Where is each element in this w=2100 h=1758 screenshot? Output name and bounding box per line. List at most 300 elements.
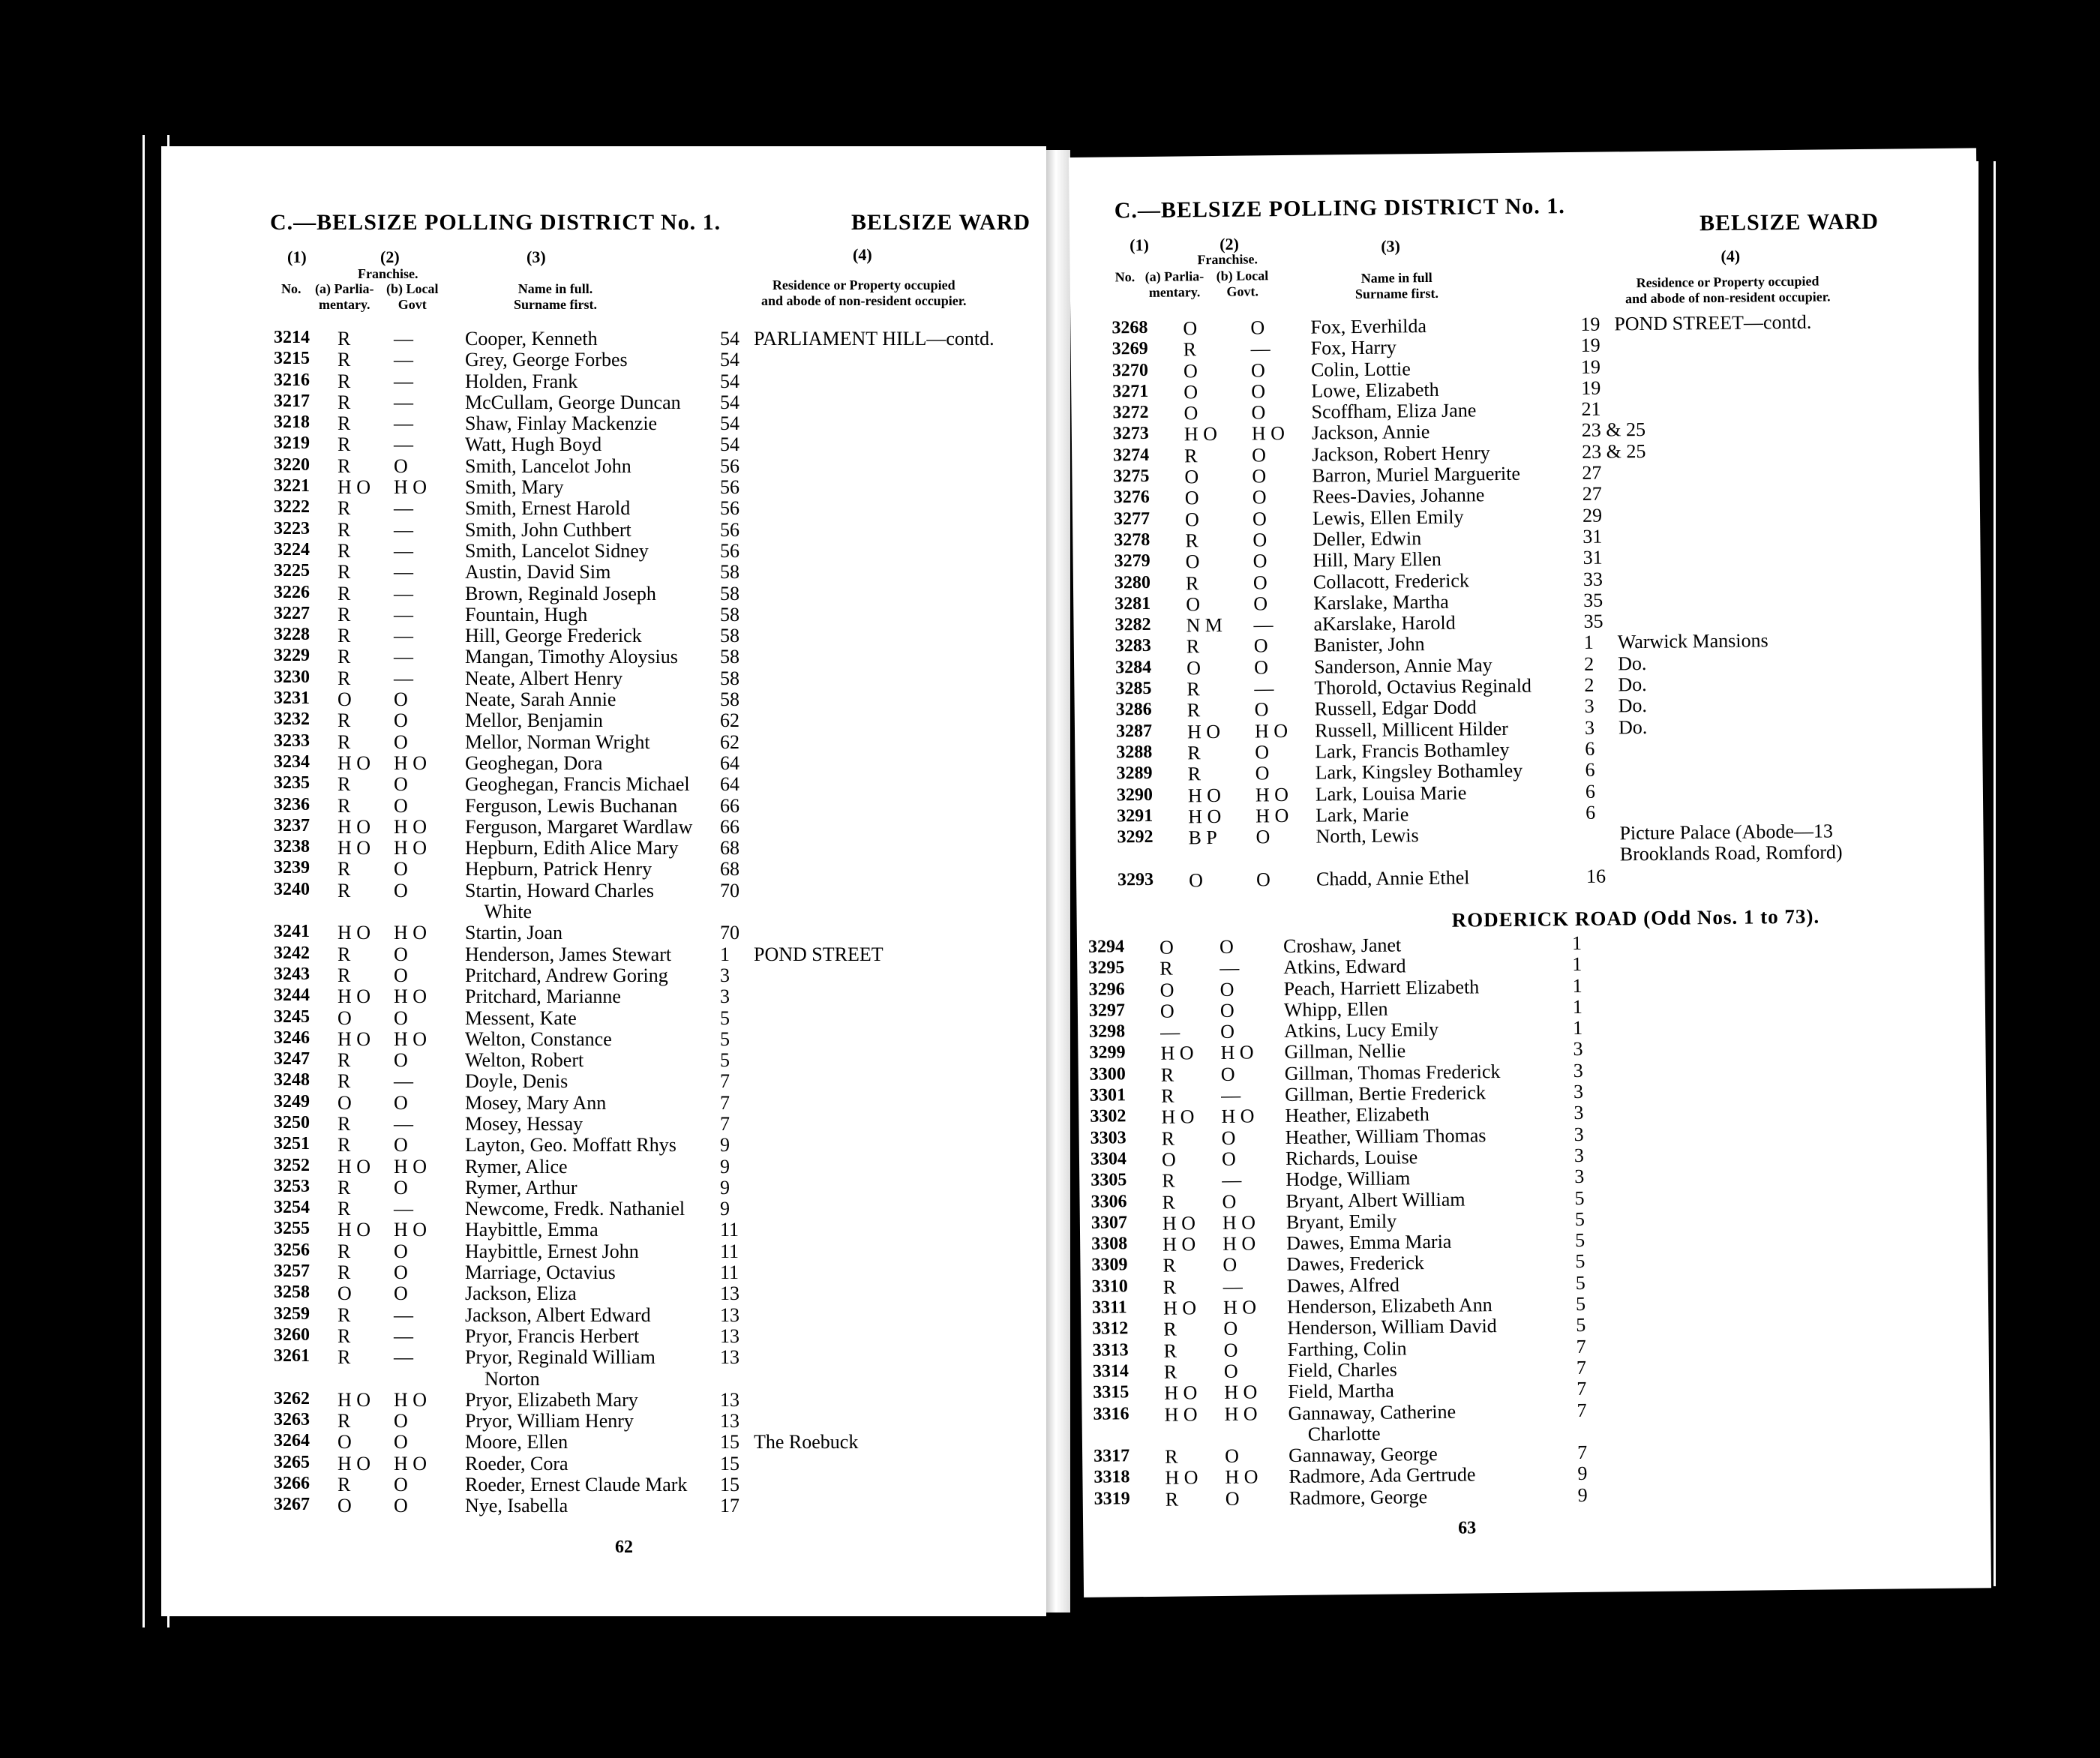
house-number: 13 (720, 1324, 740, 1347)
local-franchise: O (394, 688, 408, 711)
house-number: 21 (1581, 398, 1601, 421)
parliamentary-franchise: R (1162, 1276, 1177, 1298)
elector-name: Norton (465, 1367, 540, 1390)
house-number: 70 (720, 922, 740, 944)
parliamentary-franchise: R (338, 518, 351, 541)
table-row (161, 752, 1046, 773)
parliamentary-franchise: O (1159, 936, 1174, 958)
house-number: 16 (1586, 865, 1606, 887)
house-number: 3 (1573, 1059, 1583, 1082)
elector-name: Smith, Lancelot Sidney (465, 539, 649, 562)
local-franchise: O (1252, 550, 1268, 572)
house-number: 7 (720, 1070, 730, 1093)
elector-number: 3277 (1113, 508, 1150, 530)
house-number: 58 (720, 625, 740, 647)
parliamentary-franchise: R (338, 1410, 351, 1432)
no-label: No. (1114, 269, 1136, 285)
house-number: 7 (1576, 1399, 1587, 1421)
table-row (161, 1198, 1046, 1219)
house-number: 5 (1574, 1208, 1586, 1230)
elector-name: Mosey, Hessay (465, 1112, 584, 1135)
house-number: 66 (720, 815, 740, 838)
elector-number: 3264 (274, 1431, 310, 1451)
table-row (161, 837, 1046, 858)
parliamentary-franchise: R (338, 603, 351, 626)
parliamentary-franchise: R (338, 879, 351, 902)
elector-number: 3304 (1090, 1149, 1127, 1169)
elector-name: Neate, Albert Henry (465, 667, 623, 689)
table-row (161, 497, 1046, 518)
house-number: 54 (720, 412, 740, 435)
elector-number: 3314 (1092, 1361, 1130, 1382)
residence: POND STREET—contd. (1614, 310, 1812, 335)
elector-number: 3247 (274, 1049, 310, 1070)
local-franchise: O (1253, 592, 1268, 615)
elector-name: Rees-Davies, Johanne (1312, 484, 1485, 508)
parliamentary-franchise: R (338, 391, 351, 413)
house-number: 5 (1576, 1314, 1586, 1336)
parliamentary-franchise: R (1187, 763, 1202, 785)
local-franchise: H O (1220, 1041, 1254, 1064)
house-number: 58 (720, 646, 740, 668)
parliamentary-franchise: H O (338, 837, 371, 860)
elector-name: Gillman, Nellie (1284, 1040, 1406, 1064)
table-row (161, 1156, 1046, 1177)
house-number: 2 (1584, 674, 1594, 696)
residence: Do. (1617, 652, 1647, 675)
right-page (1069, 148, 1991, 1598)
elector-number: 3222 (274, 497, 310, 518)
parliamentary-franchise: H O (338, 815, 371, 838)
elector-name: Welton, Robert (465, 1049, 584, 1072)
elector-name: Holden, Frank (465, 370, 578, 392)
local-franchise: O (1252, 465, 1267, 488)
no-label: No. (281, 281, 302, 296)
elector-name: Mangan, Timothy Aloysius (465, 646, 678, 668)
elector-name: Startin, Joan (465, 922, 562, 944)
elector-name: Gillman, Bertie Frederick (1284, 1082, 1486, 1106)
elector-name: Barron, Muriel Marguerite (1312, 462, 1521, 487)
local-franchise: O (394, 794, 408, 817)
house-number: 11 (720, 1262, 740, 1284)
elector-number: 3286 (1115, 700, 1152, 720)
elector-number: 3259 (274, 1304, 310, 1324)
local-franchise: O (1223, 1360, 1238, 1382)
residence: The Roebuck (754, 1431, 859, 1454)
local-franchise: O (1253, 656, 1269, 679)
elector-number: 3284 (1114, 657, 1152, 678)
parliamentary-franchise: R (338, 943, 351, 965)
local-franchise: — (1254, 677, 1274, 700)
house-number: 56 (720, 497, 740, 520)
local-franchise: — (394, 370, 413, 392)
elector-number: 3313 (1092, 1340, 1129, 1360)
parliamentary-franchise: H O (1187, 784, 1222, 806)
elector-number: 3272 (1112, 403, 1149, 423)
local-franchise: O (394, 1240, 408, 1262)
parliamentary-franchise: R (1183, 338, 1197, 361)
local-franchise: — (394, 1112, 413, 1135)
elector-number: 3290 (1116, 784, 1154, 805)
house-number: 7 (1576, 1335, 1586, 1358)
ward-title: BELSIZE WARD (851, 210, 1031, 235)
elector-name: Fountain, Hugh (465, 603, 588, 626)
parliamentary-franchise: H O (1160, 1042, 1194, 1065)
house-number: 58 (720, 561, 740, 584)
table-row (161, 1113, 1046, 1134)
local-franchise: O (394, 730, 408, 753)
elector-name: Gillman, Thomas Frederick (1284, 1060, 1501, 1084)
house-number: 9 (720, 1198, 730, 1220)
elector-number: 3300 (1089, 1064, 1126, 1084)
house-number: 9 (720, 1155, 730, 1178)
elector-number: 3221 (274, 476, 310, 496)
elector-name: Richards, Louise (1285, 1146, 1418, 1170)
elector-number: 3262 (274, 1388, 310, 1408)
elector-name: Pritchard, Andrew Goring (465, 964, 668, 986)
parliamentary-franchise: O (1184, 466, 1199, 488)
elector-name: Neate, Sarah Annie (465, 688, 616, 711)
elector-number: 3254 (274, 1198, 310, 1218)
elector-name: Sanderson, Annie May (1313, 653, 1492, 678)
table-row (161, 412, 1046, 434)
local-franchise: H O (394, 986, 428, 1008)
table-row (161, 964, 1046, 986)
elector-name: Atkins, Edward (1283, 955, 1406, 979)
house-number: 3 (1574, 1102, 1584, 1124)
local-franchise: O (1220, 1020, 1235, 1043)
elector-number: 3305 (1090, 1170, 1127, 1191)
house-number: 68 (720, 837, 740, 860)
parliamentary-franchise: R (338, 582, 351, 604)
house-number: 11 (720, 1219, 740, 1241)
elector-number: 3260 (274, 1324, 310, 1345)
table-row (161, 688, 1046, 710)
parliamentary-franchise: O (1183, 359, 1198, 382)
local-franchise: O (1252, 507, 1267, 530)
table-row (161, 1304, 1046, 1325)
elector-number: 3245 (274, 1006, 310, 1027)
local-franchise: H O (394, 1388, 428, 1411)
elector-number: 3316 (1093, 1403, 1130, 1424)
local-franchise: — (394, 328, 413, 350)
elector-name: Cooper, Kenneth (465, 328, 598, 350)
local-franchise: — (1250, 338, 1270, 360)
elector-name: Welton, Constance (465, 1028, 612, 1050)
local-franchise: O (1224, 1444, 1240, 1468)
parliamentary-franchise: R (338, 773, 351, 796)
local-franchise: — (1253, 614, 1274, 636)
house-number: 62 (720, 710, 740, 732)
franchise-label: Franchise. (1197, 251, 1258, 268)
local-franchise: O (394, 1495, 408, 1517)
local-franchise: O (1251, 401, 1266, 424)
name-label: Name in full Surname first. (1354, 269, 1439, 302)
local-franchise: O (1222, 1190, 1237, 1213)
house-number: 54 (720, 328, 740, 350)
local-franchise: O (1219, 935, 1234, 958)
house-number: 54 (720, 434, 740, 456)
elector-name: Jackson, Albert Edward (465, 1304, 651, 1326)
elector-name: Lewis, Ellen Emily (1312, 506, 1464, 530)
local-franchise: O (1252, 444, 1267, 466)
elector-number: 3241 (274, 922, 310, 942)
parliamentary-franchise: — (1160, 1021, 1180, 1043)
house-number: 3 (1584, 716, 1595, 739)
parliamentary-franchise: R (338, 1346, 351, 1369)
local-franchise: O (394, 1282, 408, 1305)
local-franchise: H O (1222, 1232, 1256, 1256)
table-row (161, 434, 1046, 454)
parliamentary-franchise: H O (338, 1452, 371, 1474)
elector-name: Field, Charles (1287, 1358, 1397, 1382)
table-row (161, 1325, 1046, 1346)
local-franchise: H O (394, 922, 428, 944)
elector-name: Startin, Howard Charles (465, 879, 655, 902)
table-row (161, 646, 1046, 667)
elector-number: 3283 (1114, 636, 1151, 656)
table-row (161, 1177, 1046, 1198)
parliamentary-label: (a) Parlia- mentary. (315, 281, 374, 312)
house-number: 9 (1577, 1484, 1588, 1506)
residence: Do. (1618, 694, 1648, 717)
local-franchise: H O (1224, 1402, 1258, 1425)
parliamentary-franchise: H O (1164, 1382, 1198, 1404)
parliamentary-franchise: R (338, 667, 351, 689)
elector-name: Dawes, Emma Maria (1286, 1230, 1452, 1255)
house-number: 7 (1576, 1441, 1588, 1464)
table-row (161, 1368, 1046, 1389)
local-franchise: O (1250, 358, 1265, 382)
house-number: 62 (720, 730, 740, 753)
parliamentary-franchise: R (338, 625, 351, 647)
elector-name: Grey, George Forbes (465, 349, 628, 371)
house-number: 3 (720, 964, 730, 986)
parliamentary-franchise: H O (338, 1028, 371, 1050)
elector-name: Henderson, Elizabeth Ann (1286, 1294, 1492, 1318)
ward-title: BELSIZE WARD (1699, 208, 1880, 236)
table-row (161, 476, 1046, 497)
elector-number: 3312 (1092, 1318, 1129, 1340)
local-franchise: — (394, 349, 413, 371)
elector-name: Layton, Geo. Moffatt Rhys (465, 1134, 676, 1156)
table-row (161, 1007, 1046, 1028)
local-franchise: — (394, 667, 413, 689)
house-number: 5 (720, 1006, 730, 1029)
elector-name: North, Lewis (1316, 824, 1419, 848)
local-franchise: O (394, 1006, 408, 1029)
elector-name: Jackson, Robert Henry (1312, 441, 1490, 466)
franchise-label: Franchise. (358, 266, 418, 281)
local-franchise: O (1221, 1126, 1236, 1149)
elector-number: 3239 (274, 858, 310, 878)
table-row (161, 1389, 1046, 1410)
local-franchise: O (394, 879, 408, 902)
local-franchise: — (394, 518, 413, 541)
house-number: 9 (1577, 1462, 1588, 1485)
local-franchise: O (394, 1134, 408, 1156)
local-franchise: — (394, 1304, 413, 1326)
elector-number: 3308 (1091, 1234, 1128, 1254)
elector-number: 3214 (274, 328, 310, 347)
elector-name: Mellor, Norman Wright (465, 730, 650, 753)
elector-number: 3299 (1089, 1042, 1126, 1064)
elector-number: 3215 (274, 349, 310, 369)
parliamentary-franchise: R (338, 539, 351, 562)
parliamentary-franchise: R (1162, 1255, 1176, 1277)
elector-number: 3292 (1117, 826, 1154, 848)
local-franchise: — (1222, 1275, 1243, 1298)
elector-name: Scoffham, Eliza Jane (1311, 399, 1477, 423)
table-row (161, 1410, 1046, 1431)
local-franchise: O (394, 454, 408, 477)
table-row (161, 540, 1046, 561)
parliamentary-franchise: H O (1184, 423, 1218, 446)
table-row (161, 1219, 1046, 1240)
elector-name: Gannaway, Catherine (1288, 1400, 1456, 1424)
house-number: 58 (720, 667, 740, 689)
local-franchise: O (1221, 1148, 1236, 1170)
house-number: 13 (720, 1410, 740, 1432)
elector-number: 3301 (1089, 1085, 1126, 1106)
elector-name: Smith, Ernest Harold (465, 497, 631, 520)
elector-number: 3287 (1115, 721, 1153, 742)
elector-number: 3216 (274, 370, 310, 390)
elector-list (1070, 309, 1984, 892)
elector-name: aKarslake, Harold (1313, 611, 1456, 635)
parliamentary-franchise: R (1163, 1318, 1177, 1341)
elector-number: 3302 (1090, 1106, 1126, 1127)
local-franchise: H O (394, 752, 428, 774)
residence: Picture Palace (Abode—13 (1619, 820, 1834, 844)
elector-number: 3234 (274, 752, 310, 772)
house-number: 3 (1574, 1144, 1585, 1166)
parliamentary-franchise: O (1186, 656, 1202, 680)
local-franchise: — (394, 497, 413, 520)
local-franchise: — (394, 1324, 413, 1347)
table-row (161, 328, 1046, 349)
parliamentary-franchise: R (1162, 1169, 1175, 1192)
elector-number: 3242 (274, 943, 310, 963)
left-page (161, 146, 1046, 1616)
parliamentary-franchise: N M (1186, 614, 1223, 637)
elector-number: 3309 (1091, 1255, 1128, 1276)
elector-name: Lowe, Elizabeth (1311, 378, 1439, 402)
elector-number: 3246 (274, 1028, 310, 1048)
parliamentary-franchise: R (338, 1070, 351, 1093)
col-1-label: (1) (287, 248, 307, 266)
parliamentary-franchise: R (338, 1262, 351, 1284)
local-franchise: — (394, 582, 413, 604)
elector-name: Henderson, William David (1287, 1315, 1497, 1340)
elector-name: Moore, Ellen (465, 1431, 568, 1454)
elector-number: 3318 (1094, 1467, 1130, 1488)
house-number: 58 (720, 603, 740, 626)
table-row (161, 1474, 1046, 1495)
local-franchise: H O (1255, 783, 1289, 806)
elector-name: Lark, Francis Bothamley (1315, 738, 1510, 763)
table-row (161, 349, 1046, 370)
name-label: Name in full. Surname first. (514, 281, 597, 312)
elector-number: 3319 (1094, 1488, 1130, 1509)
elector-number: 3295 (1088, 958, 1125, 979)
local-franchise: O (394, 710, 408, 732)
residence: POND STREET (754, 943, 884, 965)
elector-name: Heather, Elizabeth (1285, 1103, 1430, 1127)
house-number: 35 (1583, 610, 1604, 633)
elector-number: 3229 (274, 646, 310, 666)
parliamentary-franchise: R (1163, 1340, 1178, 1362)
house-number: 2 (1583, 652, 1594, 675)
house-number: 17 (720, 1495, 740, 1517)
local-franchise: H O (1221, 1105, 1255, 1128)
elector-number: 3297 (1088, 1000, 1126, 1021)
local-franchise: O (394, 943, 408, 965)
residence: Brooklands Road, Romford) (1619, 841, 1843, 866)
elector-number: 3317 (1094, 1446, 1130, 1466)
elector-list-roderick-road (1077, 928, 1990, 1510)
parliamentary-franchise: H O (1162, 1233, 1196, 1256)
parliamentary-franchise: R (1160, 1064, 1174, 1086)
parliamentary-franchise: H O (338, 922, 371, 944)
house-number: 6 (1585, 780, 1596, 802)
elector-number: 3261 (274, 1346, 310, 1366)
elector-number: 3243 (274, 964, 310, 984)
elector-number: 3257 (274, 1262, 310, 1282)
local-franchise: — (394, 434, 413, 456)
table-row (161, 625, 1046, 646)
house-number: 19 (1580, 334, 1600, 357)
local-franchise: H O (1251, 422, 1286, 445)
house-number: 56 (720, 476, 740, 499)
elector-name: Brown, Reginald Joseph (465, 582, 656, 604)
elector-number: 3271 (1112, 381, 1149, 402)
parliamentary-franchise: O (338, 688, 352, 711)
local-franchise: O (1253, 634, 1268, 657)
house-number: 1 (1573, 1017, 1583, 1040)
elector-name: Radmore, Ada Gertrude (1288, 1463, 1476, 1488)
elector-number: 3276 (1113, 488, 1150, 508)
elector-name: Geoghegan, Francis Michael (465, 773, 690, 796)
house-number: 19 (1580, 356, 1601, 378)
parliamentary-franchise: R (338, 1324, 351, 1347)
elector-number: 3285 (1115, 678, 1152, 699)
elector-number: 3280 (1114, 572, 1151, 592)
table-row (161, 392, 1046, 412)
house-number: 1 (720, 943, 730, 965)
elector-number: 3311 (1091, 1298, 1127, 1318)
elector-name: Bryant, Albert William (1286, 1188, 1466, 1212)
local-franchise: O (394, 1410, 408, 1432)
elector-number: 3288 (1116, 742, 1153, 763)
col-2-label: (2) (1220, 234, 1240, 254)
elector-number: 3233 (274, 730, 310, 751)
elector-number: 3278 (1114, 530, 1150, 550)
local-franchise: — (394, 561, 413, 584)
table-row (161, 1262, 1046, 1282)
elector-name: Heather, William Thomas (1285, 1124, 1486, 1148)
elector-name: Fox, Harry (1310, 336, 1396, 359)
house-number: 5 (720, 1028, 730, 1050)
local-franchise: O (1223, 1339, 1238, 1361)
elector-name: Pryor, Elizabeth Mary (465, 1388, 638, 1411)
elector-number: 3291 (1117, 806, 1154, 826)
local-franchise: O (394, 1474, 408, 1496)
page-number: 62 (615, 1538, 633, 1557)
page-title: C.—BELSIZE POLLING DISTRICT No. 1. (270, 210, 722, 235)
elector-name: Chadd, Annie Ethel (1316, 866, 1470, 890)
elector-number: 3236 (274, 794, 310, 814)
